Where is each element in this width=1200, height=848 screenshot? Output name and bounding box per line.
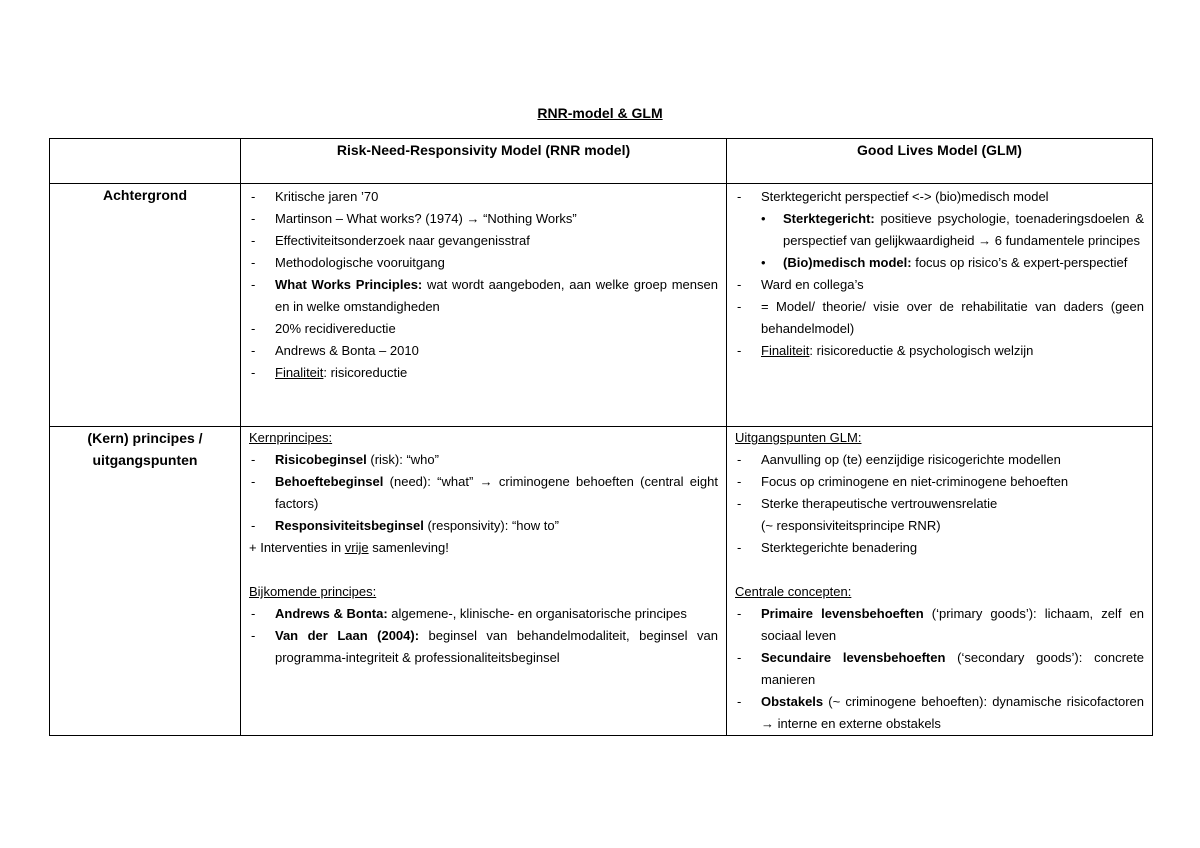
list-item: - Van der Laan (2004): beginsel van behandelmodaliteit, beginsel van programma-integriteit & professionaliteitsbeginsel bbox=[251, 628, 718, 665]
list-item: - Obstakels (~ criminogene behoeften): dynamische risicofactoren → interne en externe obstakels bbox=[737, 694, 1144, 731]
list-item: • Sterktegericht: positieve psychologie, toenaderingsdoelen & perspectief van gelijkwaardigheid → 6 fundamentele principes bbox=[761, 211, 1144, 248]
list-item: - Sterktegericht perspectief <-> (bio)medisch model bbox=[737, 189, 1049, 204]
row-achtergrond bbox=[50, 184, 1153, 427]
list-item: - Andrews & Bonta – 2010 bbox=[251, 343, 419, 358]
list-item-sub: (~ responsiviteitsprincipe RNR) bbox=[761, 518, 941, 533]
header-row bbox=[50, 139, 1153, 184]
list-item: - Andrews & Bonta: algemene-, klinische- en organisatorische principes bbox=[251, 606, 687, 621]
list-item: - Focus op criminogene en niet-criminogene behoeften bbox=[737, 474, 1069, 489]
subheading-kernprincipes: Kernprincipes: bbox=[249, 430, 333, 445]
list-item: • (Bio)medisch model: focus op risico’s & expert-perspectief bbox=[761, 255, 1128, 270]
list-item: - Responsiviteitsbeginsel (responsivity): “how to” bbox=[251, 518, 559, 533]
header-glm: Good Lives Model (GLM) bbox=[727, 139, 1153, 184]
cell-achtergrond-glm bbox=[727, 184, 1153, 427]
list-item: - Behoeftebeginsel (need): “what” → criminogene behoeften (central eight factors) bbox=[251, 474, 718, 511]
list-item: - = Model/ theorie/ visie over de rehabilitatie van daders (geen behandelmodel) bbox=[737, 299, 1144, 336]
cell-principes-rnr bbox=[241, 427, 727, 736]
subheading-centrale: Centrale concepten: bbox=[735, 584, 852, 599]
list-item: - Effectiviteitsonderzoek naar gevangenisstraf bbox=[251, 233, 530, 248]
interventies-line: + Interventies in vrije samenleving! bbox=[249, 540, 449, 555]
list-item: - Ward en collega’s bbox=[737, 277, 864, 292]
cell-achtergrond-rnr bbox=[241, 184, 727, 427]
list-item: - Secundaire levensbehoeften (‘secondary goods’): concrete manieren bbox=[737, 650, 1144, 687]
row-principes bbox=[50, 427, 1153, 736]
header-rnr: Risk-Need-Responsivity Model (RNR model) bbox=[241, 139, 727, 184]
list-item: - Risicobeginsel (risk): “who” bbox=[251, 452, 439, 467]
list-item: - Sterktegerichte benadering bbox=[737, 540, 918, 555]
cell-principes-glm bbox=[727, 427, 1153, 736]
list-item: - Primaire levensbehoeften (‘primary goods’): lichaam, zelf en sociaal leven bbox=[737, 606, 1144, 643]
list-item: - Finaliteit: risicoreductie bbox=[251, 365, 408, 380]
subheading-uitgangspunten: Uitgangspunten GLM: bbox=[735, 430, 862, 445]
subheading-bijkomende: Bijkomende principes: bbox=[249, 584, 377, 599]
header-blank-cell bbox=[50, 139, 241, 184]
list-item: - 20% recidivereductie bbox=[251, 321, 396, 336]
list-item: - Martinson – What works? (1974) → “Nothing Works” bbox=[251, 211, 577, 226]
row-label-achtergrond: Achtergrond bbox=[50, 184, 241, 427]
list-item: - Finaliteit: risicoreductie & psychologisch welzijn bbox=[737, 343, 1034, 358]
list-item: - Aanvulling op (te) eenzijdige risicogerichte modellen bbox=[737, 452, 1061, 467]
page-title: RNR-model & GLM bbox=[537, 105, 663, 121]
comparison-table bbox=[49, 138, 1153, 736]
list-item: - What Works Principles: wat wordt aangeboden, aan welke groep mensen en in welke omstandigheden bbox=[251, 277, 718, 314]
row-label-principes: (Kern) principes / uitgangspunten bbox=[50, 427, 241, 736]
list-item: - Sterke therapeutische vertrouwensrelatie bbox=[737, 496, 998, 511]
list-item: - Methodologische vooruitgang bbox=[251, 255, 445, 270]
list-item: - Kritische jaren ’70 bbox=[251, 189, 379, 204]
